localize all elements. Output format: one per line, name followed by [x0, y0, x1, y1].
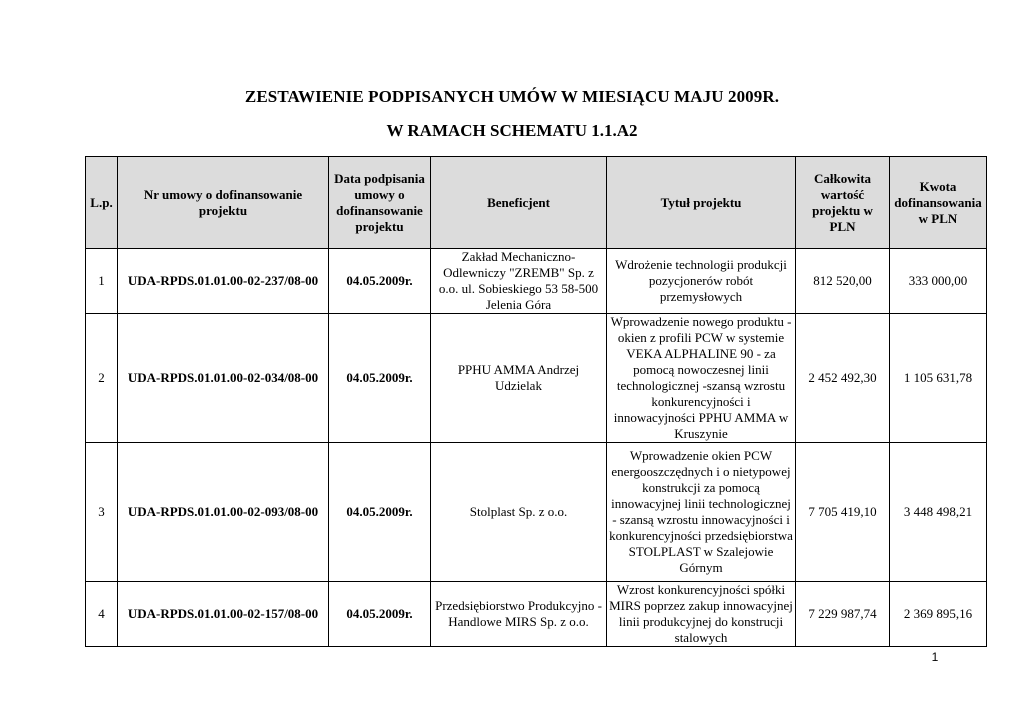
cell-beneficiary: PPHU AMMA Andrzej Udzielak: [431, 314, 607, 443]
table-row: [86, 314, 987, 443]
cell-total-value: 7 229 987,74: [796, 582, 890, 647]
cell-beneficiary: Zakład Mechaniczno-Odlewniczy "ZREMB" Sp. z o.o. ul. Sobieskiego 53 58-500 Jelenia Góra: [431, 249, 607, 314]
cell-project-title: Wprowadzenie nowego produktu - okien z profili PCW w systemie VEKA ALPHALINE 90 - za pomocą nowoczesnej linii technologicznej -szansą wzrostu konkurencyjności i innowacyjności PPHU AMMA w Kruszynie: [607, 314, 796, 443]
cell-contract-number: UDA-RPDS.01.01.00-02-157/08-00: [118, 582, 329, 647]
cell-project-title: Wprowadzenie okien PCW energooszczędnych i o nietypowej konstrukcji za pomocą innowacyjnej linii technologicznej - szansą wzrostu innowacyjności i konkurencyjności przedsiębiorstwa STOLPLAST w Szalejowie Górnym: [607, 443, 796, 582]
cell-contract-number: UDA-RPDS.01.01.00-02-034/08-00: [118, 314, 329, 443]
cell-signing-date: 04.05.2009r.: [329, 443, 431, 582]
cell-total-value: 7 705 419,10: [796, 443, 890, 582]
header-contract-number: Nr umowy o dofinansowanie projektu: [118, 157, 329, 249]
cell-beneficiary: Stolplast Sp. z o.o.: [431, 443, 607, 582]
document-subtitle: W RAMACH SCHEMATU 1.1.A2: [386, 121, 638, 140]
cell-contract-number: UDA-RPDS.01.01.00-02-093/08-00: [118, 443, 329, 582]
header-signing-date: Data podpisania umowy o dofinansowanie projektu: [329, 157, 431, 249]
cell-lp: 1: [86, 249, 118, 314]
document-title: ZESTAWIENIE PODPISANYCH UMÓW W MIESIĄCU MAJU 2009R.: [244, 87, 780, 106]
table-header-row: [86, 157, 987, 249]
cell-project-title: Wzrost konkurencyjności spółki MIRS poprzez zakup innowacyjnej linii produkcyjnej do konstrucji stalowych: [607, 582, 796, 647]
cell-beneficiary: Przedsiębiorstwo Produkcyjno -Handlowe MIRS Sp. z o.o.: [431, 582, 607, 647]
cell-funding-amount: 3 448 498,21: [890, 443, 987, 582]
page-number: 1: [931, 650, 939, 664]
cell-signing-date: 04.05.2009r.: [329, 582, 431, 647]
contracts-table: [85, 156, 987, 647]
header-lp: L.p.: [86, 157, 118, 249]
cell-signing-date: 04.05.2009r.: [329, 249, 431, 314]
cell-lp: 4: [86, 582, 118, 647]
header-funding-amount: Kwota dofinansowania w PLN: [890, 157, 987, 249]
cell-funding-amount: 1 105 631,78: [890, 314, 987, 443]
cell-project-title: Wdrożenie technologii produkcji pozycjonerów robót przemysłowych: [607, 249, 796, 314]
cell-lp: 3: [86, 443, 118, 582]
cell-signing-date: 04.05.2009r.: [329, 314, 431, 443]
header-project-title: Tytuł projektu: [607, 157, 796, 249]
cell-funding-amount: 2 369 895,16: [890, 582, 987, 647]
table-row: [86, 443, 987, 582]
table-row: [86, 582, 987, 647]
table-row: [86, 249, 987, 314]
header-beneficiary: Beneficjent: [431, 157, 607, 249]
header-total-value: Całkowita wartość projektu w PLN: [796, 157, 890, 249]
cell-total-value: 2 452 492,30: [796, 314, 890, 443]
cell-contract-number: UDA-RPDS.01.01.00-02-237/08-00: [118, 249, 329, 314]
cell-lp: 2: [86, 314, 118, 443]
cell-funding-amount: 333 000,00: [890, 249, 987, 314]
cell-total-value: 812 520,00: [796, 249, 890, 314]
